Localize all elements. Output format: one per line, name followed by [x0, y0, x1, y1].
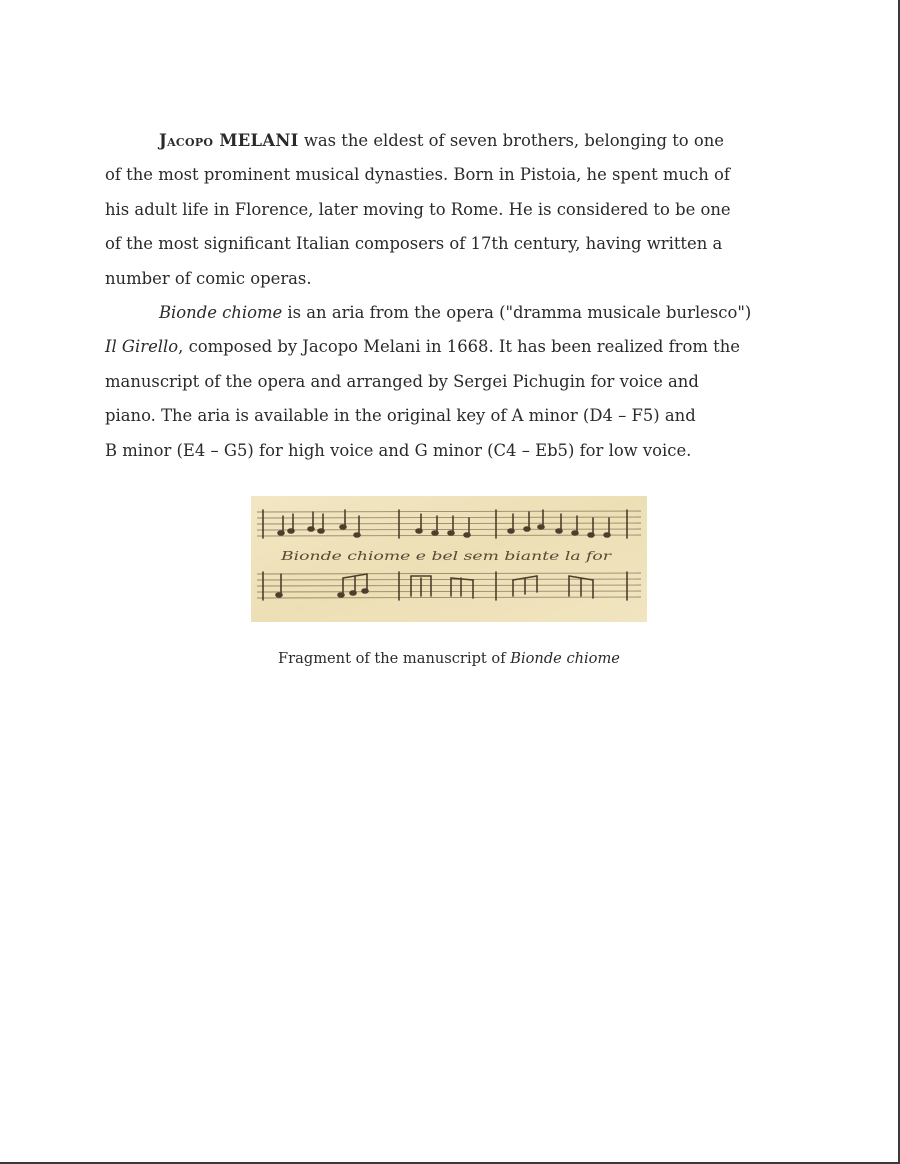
paragraph-aria — [105, 296, 795, 468]
paragraph-line: Bionde chiome is an aria from the opera ("dramma musicale burlesco") — [159, 303, 752, 323]
paragraph-line: of the most significant Italian composers of 17th century, having written a — [105, 234, 723, 254]
paragraph-line: Il Girello, composed by Jacopo Melani in 1668. It has been realized from the — [105, 337, 740, 357]
paragraph-line: number of comic operas. — [105, 268, 312, 288]
paragraph-line: manuscript of the opera and arranged by Sergei Pichugin for voice and — [105, 371, 699, 391]
paragraph-line: B minor (E4 – G5) for high voice and G minor (C4 – Eb5) for low voice. — [105, 440, 692, 460]
paragraph-line: of the most prominent musical dynasties. Born in Pistoia, he spent much of — [105, 165, 730, 185]
opera-title: Il Girello — [105, 337, 179, 357]
paragraph-line: piano. The aria is available in the original key of A minor (D4 – F5) and — [105, 406, 696, 426]
text-body — [105, 124, 795, 468]
paragraph-line: Jacopo MELANI was the eldest of seven brothers, belonging to one — [159, 131, 724, 150]
composer-name: Jacopo MELANI — [159, 131, 299, 150]
manuscript-lyrics: Bionde chiome e bel sem biante la for — [279, 549, 613, 563]
paragraph-line: his adult life in Florence, later moving to Rome. He is considered to be one — [105, 199, 731, 219]
caption-title: Bionde chiome — [510, 650, 620, 667]
paragraph-biography — [105, 124, 795, 296]
figure-caption: Fragment of the manuscript of Bionde chiome — [278, 650, 620, 667]
manuscript-image — [251, 496, 647, 622]
aria-title: Bionde chiome — [159, 303, 283, 323]
